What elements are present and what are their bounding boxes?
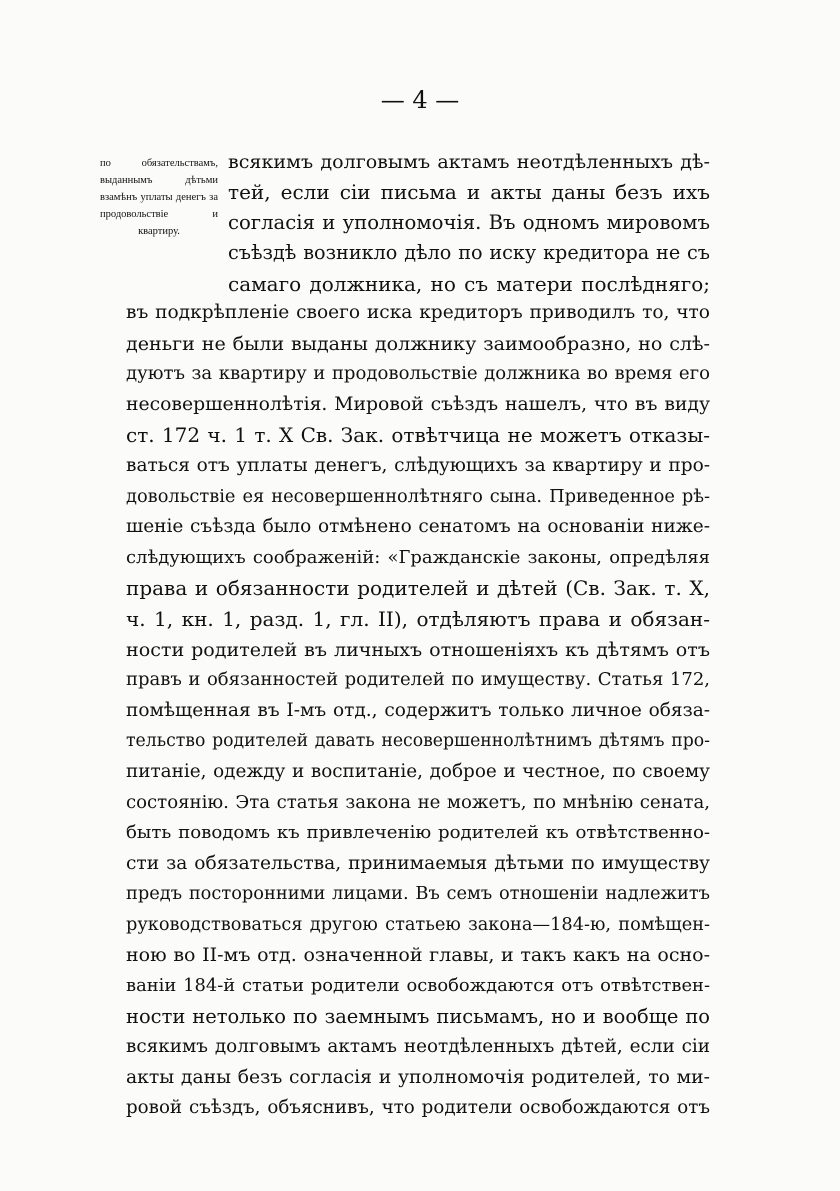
text-line: ваніи 184-й статьи родители освобождаются отъ отвѣтствен- [126, 975, 710, 997]
text-line: предъ посторонними лицами. Въ семъ отношеніи надлежитъ [126, 883, 710, 905]
text-line: въ подкрѣпленіе своего иска кредиторъ приводилъ то, что [126, 302, 710, 323]
text-line: всякимъ долговымъ актамъ неотдѣленныхъ дѣ- [228, 151, 710, 173]
text-line: сти за обязательства, принимаемыя дѣтьми по имуществу [126, 852, 710, 874]
text-line: ровой съѣздъ, объяснивъ, что родители освобождаются отъ [126, 1097, 710, 1119]
text-line: довольствіе ея несовершеннолѣтняго сына. Приведенное рѣ- [126, 485, 710, 507]
text-line: согласія и уполномочія. Въ одномъ мировомъ [228, 210, 710, 234]
text-line: тей, если сіи письма и акты даны безъ ихъ [228, 180, 710, 205]
text-line: правъ и обязанностей родителей по имуществу. Статья 172, [126, 669, 710, 691]
text-line: акты даны безъ согласія и уполномочія родителей, то ми- [126, 1066, 710, 1088]
text-line: шеніе съѣзда было отмѣнено сенатомъ на основаніи ниже- [126, 516, 710, 538]
text-line: всякимъ долговымъ актамъ неотдѣленныхъ дѣтей, если сіи [126, 1036, 710, 1058]
text-line: состоянію. Эта статья закона не можетъ, по мнѣнію сената, [126, 791, 710, 813]
text-line: деньги не были выданы должнику заимообразно, но слѣ- [126, 332, 710, 355]
text-line: дуютъ за квартиру и продовольствіе должника во время его [126, 363, 710, 385]
text-line: съѣздѣ возникло дѣло по иску кредитора не съ [228, 241, 710, 265]
text-line: ности нетолько по заемнымъ письмамъ, но и вообще по [126, 1004, 710, 1028]
text-line: самаго должника, но съ матери послѣдняго; [228, 271, 710, 296]
text-line: руководствоваться другою статьею закона—184-ю, помѣщен- [126, 914, 710, 935]
page-number: — 4 — [380, 86, 460, 114]
text-line: тельство родителей давать несовершеннолѣтнимъ дѣтямъ про- [126, 731, 710, 752]
text-line: помѣщенная въ I-мъ отд., содержитъ только личное обяза- [126, 699, 710, 721]
text-line: питаніе, одежду и воспитаніе, доброе и честное, по своему [126, 760, 710, 782]
text-line: ваться отъ уплаты денегъ, слѣдующихъ за квартиру и про- [126, 454, 710, 476]
text-line: ч. 1, кн. 1, разд. 1, гл. II), отдѣляютъ права и обязан- [126, 606, 710, 631]
text-line: слѣдующихъ соображеній: «Гражданскіе законы, опредѣляя [126, 546, 710, 568]
text-line: ности родителей въ личныхъ отношеніяхъ къ дѣтямъ отъ [126, 638, 710, 661]
text-line: права и обязанности родителей и дѣтей (Св. Зак. т. X, [126, 576, 710, 601]
text-line: ною во II-мъ отд. означенной главы, и такъ какъ на осно- [126, 944, 710, 967]
body-text-top [228, 147, 710, 299]
text-line: быть поводомъ къ привлеченію родителей къ отвѣтственно- [126, 822, 710, 844]
margin-note: по обязательствамъ, выданнымъ дѣтьми взамѣнъ уплаты денегъ за продовольствіе и квартиру. [100, 158, 218, 237]
text-line: несовершеннолѣтія. Мировой съѣздъ нашелъ, что въ виду [126, 393, 710, 415]
body-text-main [126, 298, 710, 1119]
text-line: ст. 172 ч. 1 т. X Св. Зак. отвѣтчица не можетъ отказы- [126, 423, 710, 448]
